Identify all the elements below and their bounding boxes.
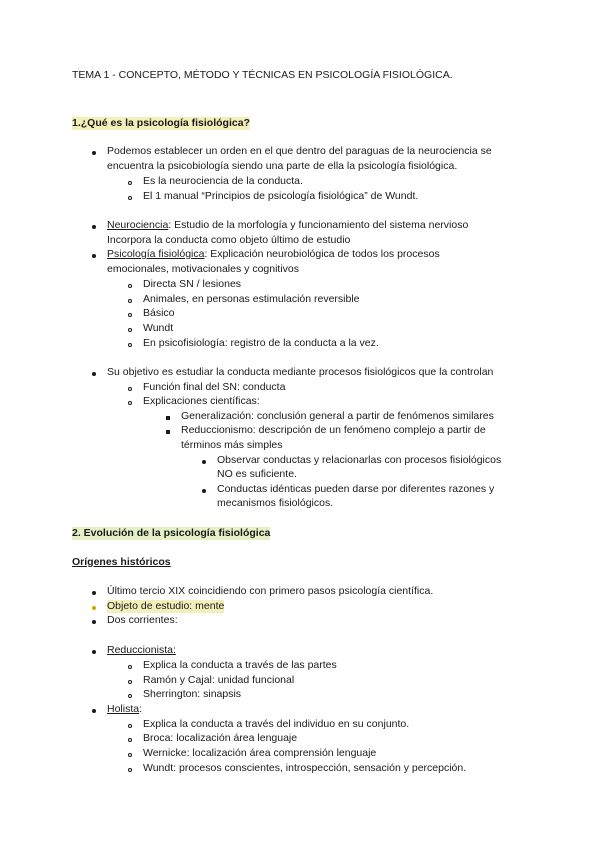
sub-bullet-text: Directa SN / lesiones bbox=[143, 278, 242, 290]
bullet-text-cont: Incorpora la conducta como objeto último de estudio bbox=[107, 234, 351, 246]
bullet-text-cont: emocionales, motivacionales y cognitivos bbox=[107, 263, 300, 275]
bullet-circle bbox=[128, 313, 132, 317]
bullet-psicologia-fisiologica bbox=[107, 248, 440, 261]
bullet-dot bbox=[202, 460, 206, 464]
sub-bullet-text: Wundt bbox=[143, 322, 174, 334]
section-1-heading: 1.¿Qué es la psicología fisiológica? bbox=[72, 117, 250, 129]
level4-bullet-text-cont: mecanismos fisiológicos. bbox=[217, 497, 334, 509]
bullet-circle bbox=[128, 665, 132, 669]
bullet-text: Podemos establecer un orden en el que dentro del paraguas de la neurociencia se bbox=[107, 145, 492, 157]
definition-text: : Estudio de la morfología y funcionamiento del sistema nervioso bbox=[168, 219, 469, 231]
sub-bullet-text: Básico bbox=[143, 307, 175, 319]
bullet-text-highlighted: Objeto de estudio: mente bbox=[107, 600, 225, 612]
bullet-dot bbox=[92, 650, 96, 654]
definition-text: : Explicación neurobiológica de todos los procesos bbox=[204, 248, 440, 260]
sub-bullet-text: Ramón y Cajal: unidad funcional bbox=[143, 674, 295, 686]
bullet-text: Su objetivo es estudiar la conducta mediante procesos fisiológicos que la controlan bbox=[107, 366, 494, 378]
sub-bullet-text: Función final del SN: conducta bbox=[143, 381, 286, 393]
level4-bullet-text-cont: NO es suficiente. bbox=[217, 468, 297, 480]
bullet-square bbox=[166, 430, 170, 434]
sub-bullet-text: En psicofisiología: registro de la conducta a la vez. bbox=[143, 337, 379, 349]
sub-sub-bullet-text: Generalización: conclusión general a partir de fenómenos similares bbox=[181, 410, 494, 422]
reduccionista-label: Reduccionista: bbox=[107, 644, 176, 656]
sub-bullet-text: Wundt: procesos conscientes, introspección, sensación y percepción. bbox=[143, 762, 467, 774]
bullet-dot bbox=[92, 151, 96, 155]
sub-bullet-text: El 1 manual “Principios de psicología fisiológica” de Wundt. bbox=[143, 190, 419, 202]
bullet-circle bbox=[128, 694, 132, 698]
term-psicologia-fisiologica: Psicología fisiológica bbox=[107, 248, 205, 260]
bullet-dot bbox=[92, 591, 96, 595]
bullet-circle bbox=[128, 387, 132, 391]
sub-bullet-text: Es la neurociencia de la conducta. bbox=[143, 175, 303, 187]
bullet-text-cont: encuentra la psicobiología siendo una parte de ella la psicología fisiológica. bbox=[107, 160, 458, 172]
bullet-dot bbox=[92, 620, 96, 624]
bullet-circle bbox=[128, 738, 132, 742]
bullet-dot bbox=[92, 709, 96, 713]
holista-bullet: Holista: bbox=[107, 703, 143, 715]
bullet-circle bbox=[128, 753, 132, 757]
section-2-heading: 2. Evolución de la psicología fisiológica bbox=[72, 527, 271, 539]
sub-bullet-text: Wernicke: localización área comprensión lenguaje bbox=[143, 747, 377, 759]
sub-bullet-text: Explicaciones científicas: bbox=[143, 395, 260, 407]
bullet-circle bbox=[128, 181, 132, 185]
bullet-dot bbox=[92, 225, 96, 229]
sub-bullet-text: Animales, en personas estimulación reversible bbox=[143, 293, 360, 305]
holista-label: Holista bbox=[107, 703, 140, 715]
bullet-text: Dos corrientes: bbox=[107, 614, 178, 626]
subsection-heading: Orígenes históricos bbox=[72, 556, 171, 568]
bullet-dot-highlighted bbox=[92, 606, 96, 610]
bullet-circle bbox=[128, 328, 132, 332]
document-title: TEMA 1 - CONCEPTO, MÉTODO Y TÉCNICAS EN PSICOLOGÍA FISIOLÓGICA. bbox=[72, 69, 453, 81]
sub-bullet-text: Explica la conducta a través de las partes bbox=[143, 659, 337, 671]
bullet-circle bbox=[128, 401, 132, 405]
bullet-text: Último tercio XIX coincidiendo con primero pasos psicología científica. bbox=[107, 585, 434, 597]
term-neurociencia: Neurociencia bbox=[107, 219, 169, 231]
bullet-circle bbox=[128, 343, 132, 347]
bullet-square bbox=[166, 416, 170, 420]
sub-bullet-text: Broca: localización área lenguaje bbox=[143, 732, 298, 744]
bullet-circle bbox=[128, 299, 132, 303]
bullet-circle bbox=[128, 768, 132, 772]
bullet-neurociencia bbox=[107, 219, 468, 232]
sub-sub-bullet-text: Reduccionismo: descripción de un fenómeno complejo a partir de bbox=[181, 424, 486, 436]
bullet-circle bbox=[128, 724, 132, 728]
bullet-dot bbox=[92, 372, 96, 376]
sub-bullet-text: Explica la conducta a través del individuo en su conjunto. bbox=[143, 718, 410, 730]
bullet-dot bbox=[92, 254, 96, 258]
sub-bullet-text: Sherrington: sinapsis bbox=[143, 688, 242, 700]
bullet-circle bbox=[128, 680, 132, 684]
bullet-dot bbox=[202, 489, 206, 493]
sub-sub-bullet-text-cont: términos más simples bbox=[181, 439, 283, 451]
bullet-circle bbox=[128, 284, 132, 288]
level4-bullet-text: Conductas idénticas pueden darse por diferentes razones y bbox=[217, 483, 495, 495]
bullet-circle bbox=[128, 196, 132, 200]
level4-bullet-text: Observar conductas y relacionarlas con procesos fisiológicos bbox=[217, 454, 502, 466]
